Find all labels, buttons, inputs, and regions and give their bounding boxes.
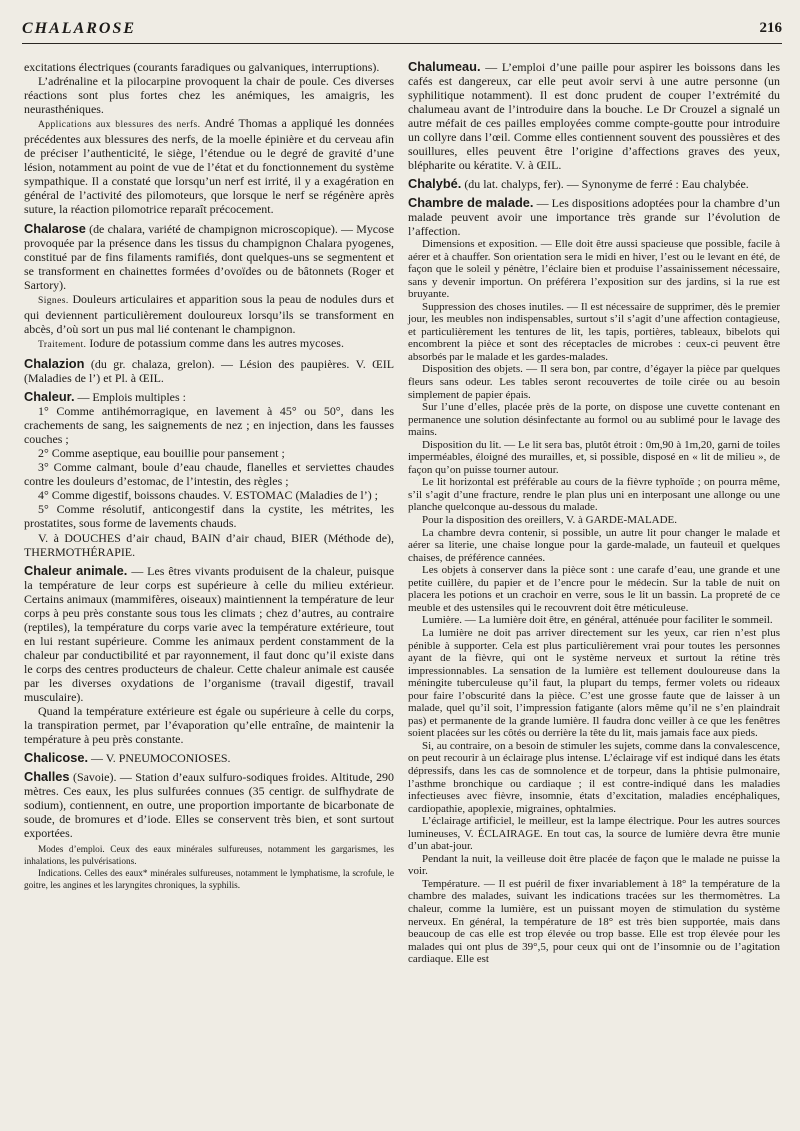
list-item: 4° Comme digestif, boissons chaudes. V. ESTOMAC (Maladies de l’) ;: [38, 488, 378, 503]
paragraph-text: Iodure de potassium comme dans les autres mycoses.: [89, 335, 344, 350]
headword: Challes: [24, 769, 70, 785]
headword: Chambre de malade.: [408, 195, 534, 210]
running-head: CHALAROSE: [22, 20, 137, 37]
entry-text: (du lat. chalyps, fer). — Synonyme de ferré : Eau chalybée.: [464, 177, 749, 191]
entry-text: — Emplois multiples :: [77, 390, 186, 405]
headword: Chalicose.: [24, 750, 89, 766]
left-column: [24, 60, 394, 892]
paragraph: Indications. Celles des eaux* minérales sulfureuses, notamment le lymphatisme, la scrofule, le goitre, les angines et les laryngites chroniques, la syphilis.: [24, 868, 394, 891]
entry-chalumeau: [408, 60, 780, 172]
headword: Chaleur animale.: [24, 562, 128, 578]
paragraph: Si, au contraire, on a besoin de stimuler les sujets, comme dans la convalescence, on peut recourir à un éclairage plus intense. L’éclairage vif est indiqué dans les états dépressifs, dans les cas de somnolence et de torpeur, dans la phtisie pulmonaire, l’asthme bronchique ou cardiaque ; il est contre-indiqué dans les maladies infectieuses avec fièvre, insomnie, états d’excitation, maladies encéphaliques, cardiopathie, apoplexie, migraines, ophtalmies.: [408, 739, 780, 815]
paragraph: [24, 292, 394, 336]
page-header: [22, 18, 782, 44]
paragraph: Lumière. — La lumière doit être, en général, atténuée pour faciliter le sommeil.: [422, 614, 773, 627]
paragraph: La chambre devra contenir, si possible, un autre lit pour changer le malade et aérer sa literie, une chaise longue pour la garde-malade, un fauteuil et quelques chaises, de préférence cannées.: [408, 526, 780, 564]
paragraph: Quand la température extérieure est égale ou supérieure à celle du corps, la transpiration permet, par l’évaporation qu’elle entraîne, de maintenir la température à peu près constante.: [24, 704, 394, 747]
headword: Chaleur.: [24, 389, 75, 405]
paragraph: [24, 336, 394, 352]
right-column: [408, 60, 780, 966]
paragraph: Disposition du lit. — Le lit sera bas, plutôt étroit : 0m,90 à 1m,20, garni de toiles imperméables, éloigné des murailles, et, si possible, disposé en « lit de milieu », de façon qu’on puisse tourner autour.: [408, 438, 780, 476]
list-item: 3° Comme calmant, boule d’eau chaude, flanelles et serviettes chaudes contre les douleurs d’estomac, de l’intestin, des règles ;: [24, 460, 394, 489]
entry-text: (de chalara, variété de champignon microscopique). — Mycose provoquée par la présence dans les tissus du champignon Chalara pyogenes, constitué par de fins filaments ramifiés, dont quelques-uns se segmentent et se transforment en chainettes formées d’ovoïdes ou de bâtonnets (Roger et Sartory).: [24, 221, 395, 292]
entry-text: — L’emploi d’une paille pour aspirer les boissons dans les cafés est dangereux, car elle peut avoir servi à une autre personne (un syphilitique notamment). Il est donc prudent de couper l’extrémité du chalumeau avant de l’introduire dans la bouche. Le Dr Crouzel a signalé un autre méfait de ces pailles employées comme compte-goutte pour introduire un collyre dans l’œil. Comme elles contiennent souvent des poussières et des souillures, elles peuvent être l’origine d’affections graves des yeux, blépharite ou kératite. V. à ŒIL.: [408, 60, 781, 172]
entry-text: (du gr. chalaza, grelon). — Lésion des paupières. V. ŒIL (Maladies de l’) et Pl. à ŒIL.: [24, 356, 394, 385]
entry-chalarose: [24, 222, 394, 292]
paragraph: Le lit horizontal est préférable au cours de la fièvre typhoïde ; on pourra même, s’il s’agit d’une fracture, rendre le plan plus uni en interposant une allonge ou une planche quelconque au-dessous du malade.: [408, 476, 780, 514]
paragraph: Pour la disposition des oreillers, V. à GARDE-MALADE.: [422, 514, 678, 527]
entry-text: — V. PNEUMOCONIOSES.: [91, 751, 231, 766]
paragraph: L’adrénaline et la pilocarpine provoquent la chair de poule. Ces diverses réactions sont plus fortes chez les anémiques, les amaigris, les neurasthéniques.: [24, 74, 394, 117]
paragraph: [24, 116, 394, 216]
entry-challes: [24, 770, 394, 840]
entry-chalicose: [24, 751, 394, 765]
headword: Chalazion: [24, 355, 85, 371]
paragraph: Suppression des choses inutiles. — Il est nécessaire de supprimer, dès le premier jour, les meubles non indispensables, surtout s’il s’agit d’une affection contagieuse, et particulièrement les tentures de lit, les tapis, portières, tableaux, bibelots qui encombrent la pièce et sont des réceptacles de microbes : ceux-ci peuvent être absorbés par le malade et les gardes-malades.: [408, 300, 780, 363]
section-label: Applications aux blessures des nerfs.: [38, 119, 201, 131]
entry-chaleur: [24, 390, 394, 404]
section-label: Traitement.: [38, 338, 87, 350]
paragraph-text: André Thomas a appliqué les données précédentes aux blessures des nerfs, de la moelle épinière et du cerveau afin de préciser l’authenticité, le siège, l’étendue ou le degré de gravité d’une lésion, notamment au point de vue de l’état et du fonctionnement du système sympathique. Il a constaté que lorsqu’un nerf est irrité, il y a exagération en général de l’activité des pilomoteurs, que lorsque le nerf se régénère après suture, la réaction pilomotrice reparaît précocement.: [24, 116, 394, 217]
list-item: 5° Comme résolutif, anticongestif dans la cystite, les métrites, les prostatites, sous forme de lavements chauds.: [24, 502, 394, 531]
entry-chalazion: [24, 357, 394, 385]
entry-text: — Les dispositions adoptées pour la chambre d’un malade peuvent avoir une importance très grande sur l’évolution de l’affection.: [408, 196, 780, 238]
list-item: 2° Comme aseptique, eau bouillie pour pansement ;: [38, 446, 285, 461]
paragraph: excitations électriques (courants faradiques ou galvaniques, interruptions).: [24, 60, 380, 74]
cross-reference: V. à DOUCHES d’air chaud, BAIN d’air chaud, BIER (Méthode de), THERMOTHÉRAPIE.: [24, 530, 394, 559]
paragraph: Modes d’emploi. Ceux des eaux minérales sulfureuses, notamment les gargarismes, les inhalations, les pulvérisations.: [24, 845, 394, 868]
paragraph: Température. — Il est puéril de fixer invariablement à 18° la température de la chambre des malades, suivant les indications tracées sur les thermomètres. La chaleur, comme la lumière, est un puissant moyen de stimulation du système nerveux. En général, la température de 18° est très bien supportée, mais dans beaucoup de cas elle est trop élevée ou trop basse. Elle est trop élevée pour les malades qui ont plus de 39°,5, pour ceux qui ont de l’insomnie ou de l’agitation cardiaque. Elle est: [408, 877, 780, 966]
headword: Chalybé.: [408, 176, 462, 191]
paragraph: Sur l’une d’elles, placée près de la porte, on dispose une cuvette contenant en permanence une solution désinfectante au formol ou au sublimé pour le lavage des mains.: [408, 401, 780, 439]
entry-chaleur-animale: [24, 564, 394, 704]
paragraph: Dimensions et exposition. — Elle doit être aussi spacieuse que possible, facile à aérer et à chauffer. Son orientation sera le midi en hiver, l’est ou le levant en été, de façon que le soleil y pénètre, l’éclaire bien et produise l’assainissement nécessaire, sans y devenir importun. On préférera l’exposition sur des jardins, si la rue est bruyante.: [408, 238, 780, 301]
list-item: 1° Comme antihémorragique, en lavement à 45° ou 50°, dans les crachements de sang, les saignements de nez ; en injection, dans les fausses couches ;: [24, 404, 394, 447]
paragraph: Disposition des objets. — Il sera bon, par contre, d’égayer la pièce par quelques fleurs sans odeur. Les tables seront recouvertes de toile cirée ou au besoin simplement de papier épais.: [408, 363, 780, 401]
entry-chambre-de-malade: [408, 196, 780, 238]
section-label: Signes.: [38, 294, 69, 306]
headword: Chalumeau.: [408, 59, 481, 74]
paragraph-text: Douleurs articulaires et apparition sous la peau de nodules durs et qui deviennent particulièrement douloureux lorsqu’ils se transforment en abcès, d’où sort un pus mal lié contenant le champignon.: [24, 291, 394, 336]
page-number: 216: [759, 20, 782, 36]
entry-chalybe: [408, 177, 780, 191]
entry-text: (Savoie). — Station d’eaux sulfuro-sodiques froides. Altitude, 290 mètres. Ces eaux, les plus sulfurées connues (35 centigr. de sulfhydrate de sodium), contiennent, en outre, une proportion importante de bicarbonate de soude, de bromures et d’iode. Elles se conservent très bien, et sont surtout exportées.: [24, 770, 394, 841]
paragraph: Les objets à conserver dans la pièce sont : une carafe d’eau, une grande et une petite cuillère, du papier et de l’encre pour le médecin. Sur la table de nuit on placera les potions et un crachoir en verre, sous le lit un bassin. La propreté de ce meuble et des ustensiles qui le recouvrent doit être méticuleuse.: [408, 564, 780, 614]
paragraph: L’éclairage artificiel, le meilleur, est la lampe électrique. Pour les autres sources lumineuses, V. ÉCLAIRAGE. En tout cas, la source de lumière devra être munie d’un abat-jour.: [408, 815, 780, 853]
paragraph: La lumière ne doit pas arriver directement sur les yeux, car rien n’est plus pénible à supporter. Cela est plus particulièrement vrai pour toutes les personnes ayant de la fièvre, qui ont le système nerveux et surtout la rétine très impressionnables. La sensation de la lumière est tellement douloureuse dans la méningite tuberculeuse qu’il faut, la plupart du temps, fermer volets ou rideaux pour faire l’obscurité dans la pièce. C’est une grosse faute que de laisser à un malade, quel qu’il soit, l’impression fatigante (alors même qu’il ne s’en plaindrait pas) et permanente de la grande lumière. Il faudra donc veiller à ce que les fenêtres soient placées sur les côtés ou derrière la tête du lit, mais jamais face aux pieds.: [408, 626, 780, 740]
entry-text: — Les êtres vivants produisent de la chaleur, puisque la température de leur corps est supérieure à celle du milieu extérieur. Certains animaux (mammifères, oiseaux) maintiennent la température de leur corps à peu près constante sous tous les climats ; chez d’autres, au contraire (reptiles), la température du corps varie avec la température extérieure, tout en lui restant supérieure. Comme les animaux perdent constamment de la chaleur par conductibilité et par rayonnement, il faut donc qu’il existe dans le corps des centres producteurs de chaleur. Cette chaleur animale est causée par les diverses oxydations de l’organisme (travail digestif, travail musculaire).: [24, 563, 394, 705]
headword: Chalarose: [24, 220, 86, 236]
paragraph: Pendant la nuit, la veilleuse doit être placée de façon que le malade ne puisse la voir.: [408, 852, 780, 878]
header-rule: [22, 43, 782, 44]
